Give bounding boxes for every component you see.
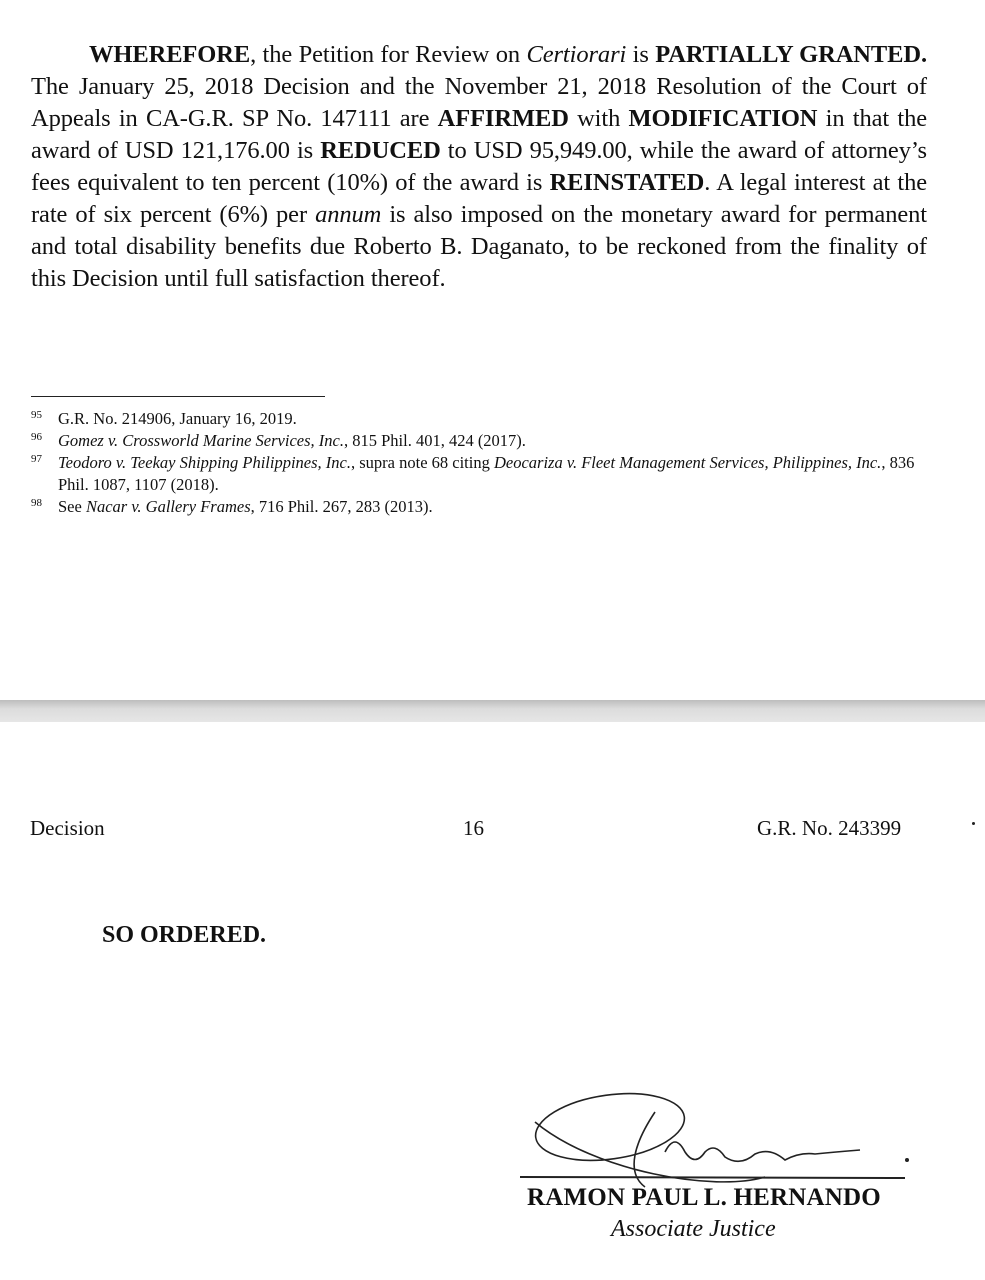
so-ordered: SO ORDERED.: [102, 922, 267, 948]
footnote-97: [31, 452, 931, 496]
footnote-96: [31, 430, 931, 452]
footnote-number: 97: [31, 453, 42, 465]
signature-line: [520, 1177, 905, 1178]
modification-bold: MODIFICATION: [628, 104, 818, 132]
footnote-95: [31, 408, 931, 430]
text-run: The January 25, 2018 Decision and the November 21, 2018 Resolution of the Court of Appeals in CA-G.R. SP No. 147111 are: [31, 72, 927, 132]
reduced-bold: REDUCED: [320, 136, 441, 164]
page-number: 16: [463, 816, 484, 840]
annum-italic: annum: [315, 200, 382, 228]
signature-dot: [905, 1158, 909, 1162]
footnotes: [31, 408, 931, 518]
text-run: , the Petition for Review on: [250, 40, 527, 68]
affirmed-bold: AFFIRMED: [437, 104, 569, 132]
signature-stroke: [665, 1142, 860, 1161]
case-title: Nacar v. Gallery Frames: [85, 497, 251, 516]
footnote-number: 95: [31, 409, 42, 421]
footnote-number: 98: [31, 497, 42, 509]
case-title: Teodoro v. Teekay Shipping Philippines, Inc.: [58, 453, 351, 472]
partially-granted-bold: PARTIALLY GRANTED.: [655, 40, 927, 68]
text-run: in that the award of USD 121,176.00 is: [31, 104, 927, 164]
footnote-text: , supra note 68 citing: [351, 453, 494, 472]
text-run: is: [626, 40, 656, 68]
speck-mark: [972, 822, 975, 825]
case-title: Deocariza v. Fleet Management Services, Philippines, Inc.: [493, 453, 882, 472]
footnote-separator: [31, 396, 325, 397]
signature-loop: [531, 1085, 688, 1169]
signature-image: [515, 1082, 915, 1192]
text-run: to USD 95,949.00, while the award of attorney’s fees equivalent to ten percent (10%) of the award is: [31, 136, 927, 196]
text-run: is also imposed on the monetary award for permanent and total disability benefits due Roberto B. Daganato, to be reckoned from the finality of this Decision until full satisfaction thereof.: [31, 200, 927, 292]
footnote-text: See: [58, 497, 86, 516]
text-run: with: [568, 104, 629, 132]
dispositive-paragraph: [31, 39, 927, 295]
footnote-text: , 836 Phil. 1087, 1107 (2018).: [58, 453, 915, 494]
footnote-98: [31, 496, 931, 518]
page-separator: [0, 700, 985, 722]
wherefore-bold: WHEREFORE: [89, 40, 251, 68]
header-title: Decision: [30, 816, 105, 840]
footnote-text: , 815 Phil. 401, 424 (2017).: [343, 431, 526, 450]
footnote-text: G.R. No. 214906, January 16, 2019.: [58, 409, 297, 428]
signatory-title: Associate Justice: [611, 1216, 776, 1242]
signature-stroke: [535, 1122, 765, 1182]
document-page-16: [0, 722, 985, 1280]
case-number: G.R. No. 243399: [757, 816, 902, 840]
footnote-number: 96: [31, 431, 42, 443]
reinstated-bold: REINSTATED: [549, 168, 705, 196]
signatory-name: RAMON PAUL L. HERNANDO: [527, 1184, 881, 1211]
text-run: . A legal interest at the rate of six percent (6%) per: [31, 168, 927, 228]
case-title: Gomez v. Crossworld Marine Services, Inc.: [58, 431, 344, 450]
certiorari-italic: Certiorari: [526, 40, 627, 68]
footnote-text: , 716 Phil. 267, 283 (2013).: [250, 497, 433, 516]
